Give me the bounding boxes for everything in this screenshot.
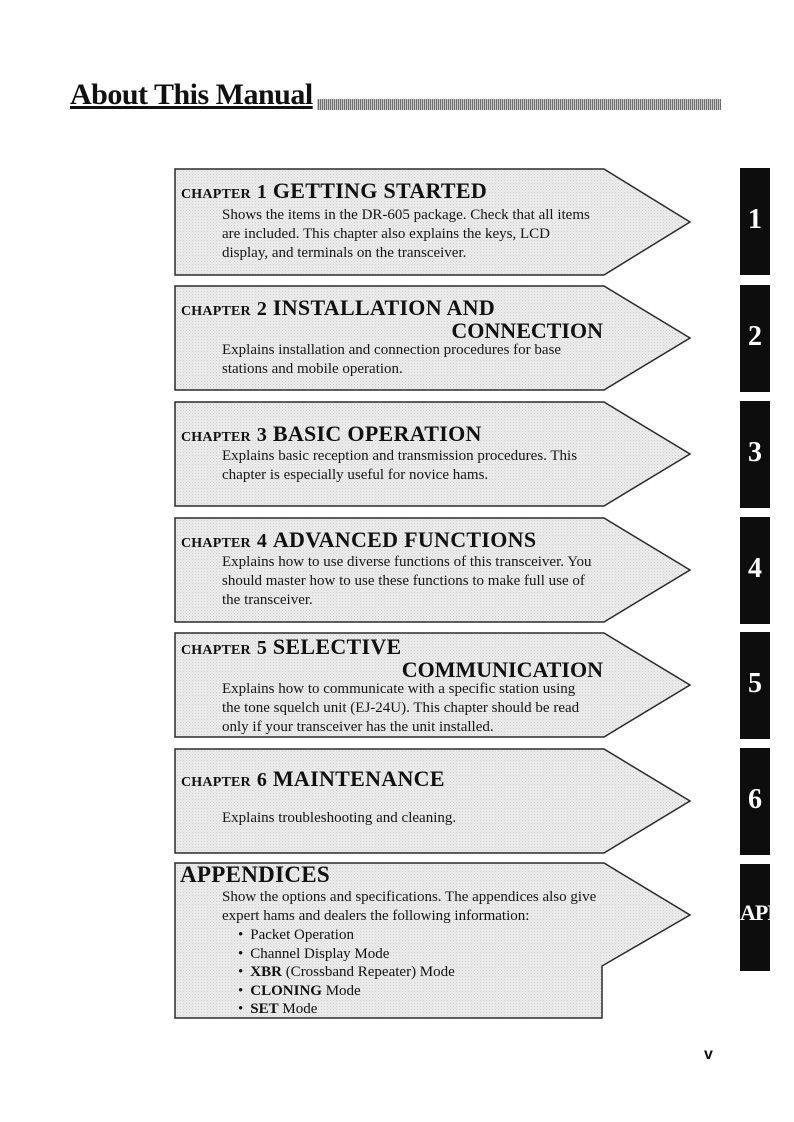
chapter-5-description: Explains how to communicate with a specific station using the tone squelch unit (EJ-24U). This chapter should be read only if your transceiver has the unit installed. — [222, 681, 580, 735]
list-item: • Packet Operation — [238, 926, 455, 945]
chapter-prefix: CHAPTER — [181, 775, 251, 790]
list-item: • CLONING Mode — [238, 982, 455, 1001]
appendices-list — [238, 926, 455, 1019]
thumb-tab-chapter-6[interactable]: 6 — [740, 748, 770, 855]
thumb-tab-chapter-2[interactable]: 2 — [740, 285, 770, 392]
chapter-6-description: Explains troubleshooting and cleaning. — [222, 810, 457, 826]
thumb-tab-chapter-3[interactable]: 3 — [740, 401, 770, 508]
chapter-4-heading — [181, 529, 611, 555]
thumb-tab-appendices[interactable]: APP — [740, 864, 770, 971]
chapter-2-heading — [181, 297, 611, 342]
thumb-tab-chapter-1[interactable]: 1 — [740, 168, 770, 275]
chapter-4-box — [174, 517, 694, 623]
chapter-3-heading — [181, 423, 611, 449]
chapter-number: 3 — [256, 424, 267, 446]
chapter-number: 6 — [256, 769, 267, 791]
thumb-tab-chapter-4[interactable]: 4 — [740, 517, 770, 624]
chapter-title: INSTALLATION AND — [272, 295, 496, 320]
chapter-2-description: Explains installation and connection procedures for base stations and mobile operation. — [222, 342, 562, 377]
arrow-box-shape — [174, 748, 694, 854]
appendices-box — [174, 862, 694, 1020]
chapter-5-heading — [181, 636, 611, 681]
chapter-4-description: Explains how to use diverse functions of this transceiver. You should master how to use these functions to make full use of the transceiver. — [222, 554, 592, 608]
chapter-3-description: Explains basic reception and transmission procedures. This chapter is especially useful for novice hams. — [222, 448, 578, 483]
chapter-title: BASIC OPERATION — [272, 421, 482, 446]
list-item: • SET Mode — [238, 1000, 455, 1019]
chapter-title: ADVANCED FUNCTIONS — [272, 527, 537, 552]
chapter-6-box — [174, 748, 694, 854]
chapter-3-box — [174, 401, 694, 507]
chapter-1-heading — [181, 180, 611, 206]
appendices-description: Show the options and specifications. The appendices also give expert hams and dealers the following information: — [222, 889, 597, 924]
appendices-title: APPENDICES — [180, 862, 330, 887]
chapter-number: 4 — [256, 530, 267, 552]
chapter-1-description: Shows the items in the DR-605 package. Check that all items are included. This chapter also explains the keys, LCD display, and terminals on the transceiver. — [222, 207, 590, 261]
chapter-title-line2: COMMUNICATION — [401, 657, 603, 682]
page-number: v — [704, 1046, 713, 1063]
chapter-prefix: CHAPTER — [181, 536, 251, 551]
chapter-2-box — [174, 285, 694, 391]
thumb-tab-chapter-5[interactable]: 5 — [740, 632, 770, 739]
chapter-title: SELECTIVE — [272, 634, 402, 659]
chapter-title-line2: CONNECTION — [451, 318, 603, 343]
chapter-1-box — [174, 168, 694, 276]
chapter-prefix: CHAPTER — [181, 187, 251, 202]
chapter-prefix: CHAPTER — [181, 430, 251, 445]
page-title: About This Manual — [70, 78, 317, 112]
list-item: • XBR (Crossband Repeater) Mode — [238, 963, 455, 982]
chapter-title: MAINTENANCE — [272, 766, 445, 791]
chapter-6-heading — [181, 768, 611, 794]
chapter-number: 5 — [256, 637, 267, 659]
chapter-title: GETTING STARTED — [272, 178, 488, 203]
chapter-number: 1 — [256, 181, 267, 203]
chapter-prefix: CHAPTER — [181, 643, 251, 658]
chapter-prefix: CHAPTER — [181, 304, 251, 319]
list-item: • Channel Display Mode — [238, 945, 455, 964]
chapter-number: 2 — [256, 298, 267, 320]
chapter-5-box — [174, 632, 694, 738]
